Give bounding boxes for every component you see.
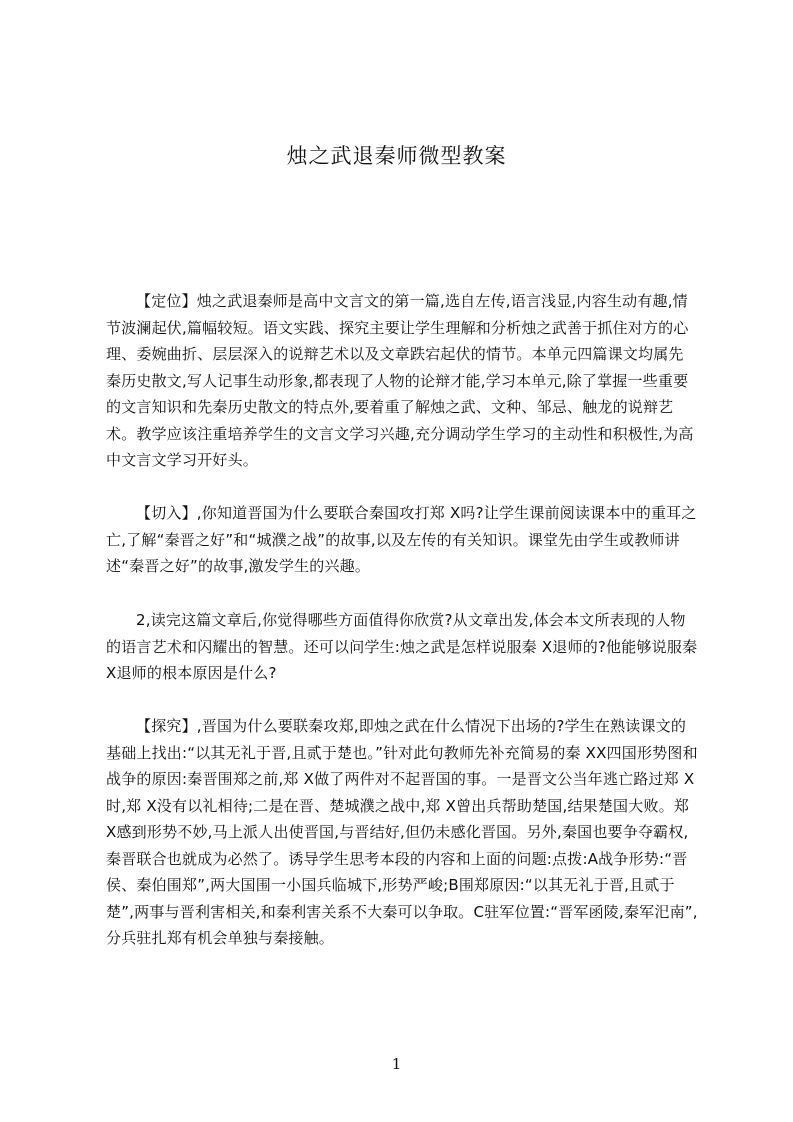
paragraph-introduction: 【切入】,你知道晋国为什么要联合秦国攻打郑 X吗?让学生课前阅读课本中的重耳之亡,了解“秦晋之好”和“城濮之战”的故事,以及左传的有关知识。课堂先由学生或教师讲述“秦晋之好”的故事,激发学生的兴趣。 [106,504,697,575]
paragraph-positioning: 【定位】烛之武退秦师是高中文言文的第一篇,选自左传,语言浅显,内容生动有趣,情节波澜起伏,篇幅较短。语文实践、探究主要让学生理解和分析烛之武善于抓住对方的心理、委婉曲折、层层深入的说辩艺术以及文章跌宕起伏的情节。本单元四篇课文均属先秦历史散文,写人记事生动形象,都表现了人物的论辩才能,学习本单元,除了掌握一些重要的文言知识和先秦历史散文的特点外,要着重了解烛之武、文种、邹忌、触龙的说辩艺术。教学应该注重培养学生的文言文学习兴趣,充分调动学生学习的主动性和积极性,为高中文言文学习开好头。 [106,292,694,469]
document-title: 烛之武退秦师微型教案 [286,144,507,168]
page-number: 1 [391,1055,402,1073]
paragraph-exploration: 【探究】,晋国为什么要联秦攻郑,即烛之武在什么情况下出场的?学生在熟读课文的基础上找出:“以其无礼于晋,且贰于楚也。”针对此句教师先补充简易的秦 XX四国形势图和战争的原因:秦晋围郑之前,郑 X做了两件对不起晋国的事。一是晋文公当年逃亡路过郑 X时,郑 X没有以礼相待;二是在晋、楚城濮之战中,郑 X曾出兵帮助楚国,结果楚国大败。郑 X感到形势不妙,马上派人出使晋国,与晋结好,但仍未感化晋国。另外,秦国也要争夺霸权,秦晋联合也就成为必然了。诱导学生思考本段的内容和上面的问题:点拨:A战争形势:“晋侯、秦伯围郑”,两大国围一小国兵临城下,形势严峻;B围郑原因:“以其无礼于晋,且贰于楚”,两事与晋利害相关,和秦利害关系不大秦可以争取。C驻军位置:“晋军函陵,秦军汜南”,分兵驻扎郑有机会单独与秦接触。 [106,717,698,947]
paragraph-question: 2,读完这篇文章后,你觉得哪些方面值得你欣赏?从文章出发,体会本文所表现的人物的语言艺术和闪耀出的智慧。还可以问学生:烛之武是怎样说服秦 X退师的?他能够说服秦 X退师的根本原因是什么? [106,611,698,682]
